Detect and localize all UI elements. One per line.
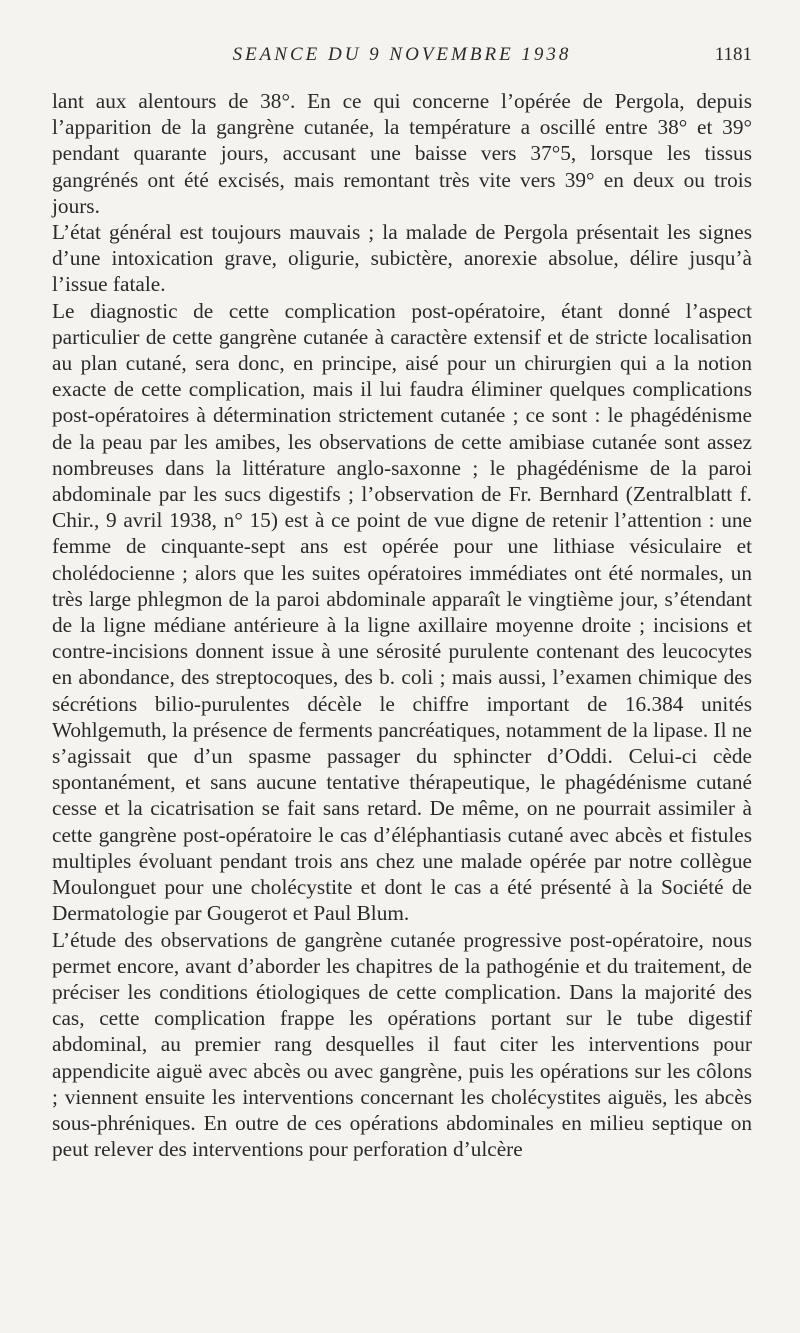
page-number: 1181	[714, 44, 752, 65]
body-text	[52, 88, 752, 1162]
paragraph-general-state: L’état général est toujours mauvais ; la malade de Pergola présentait les signes d’une intoxication grave, oligurie, subictère, anorexie absolue, délire jusqu’à l’issue fatale.	[52, 220, 752, 297]
running-title: SEANCE DU 9 NOVEMBRE 1938	[232, 44, 572, 65]
paragraph-continuation: lant aux alentours de 38°. En ce qui concerne l’opérée de Pergola, depuis l’apparition de la gangrène cutanée, la température a oscillé entre 38° et 39° pendant quarante jours, accusant une baisse vers 37°5, lorsque les tissus gangrénés ont été excisés, mais remontant très vite vers 39° en deux ou trois jours.	[52, 89, 752, 218]
paragraph-diagnosis: Le diagnostic de cette complication post-opératoire, étant donné l’aspect particulier de cette gangrène cutanée à caractère extensif et de stricte localisation au plan cutané, sera donc, en principe, aisé pour un chirurgien qui a la notion exacte de cette complication, mais il lui faudra éliminer quelques complications post-opératoires à détermination strictement cutanée ; ce sont : le phagédénisme de la peau par les amibes, les observations de cette amibiase cutanée sont assez nombreuses dans la littérature anglo-saxonne ; le phagédénisme de la paroi abdominale par les sucs digestifs ; l’observation de Fr. Bernhard (Zentralblatt f. Chir., 9 avril 1938, n° 15) est à ce point de vue digne de retenir l’attention : une femme de cinquante-sept ans est opérée pour une lithiase vésiculaire et cholédocienne ; alors que les suites opératoires immédiates ont été normales, un très large phlegmon de la paroi abdominale apparaît le vingtième jour, s’étendant de la ligne médiane antérieure à la ligne axillaire moyenne droite ; incisions et contre-incisions donnent issue à une sérosité purulente contenant des leucocytes en abondance, des streptocoques, des b. coli ; mais aussi, l’examen chimique des sécrétions bilio-purulentes décèle le chiffre important de 16.384 unités Wohlgemuth, la présence de ferments pancréatiques, notamment de la lipase. Il ne s’agissait que d’un spasme passager du sphincter d’Oddi. Celui-ci cède spontanément, et sans aucune tentative thérapeutique, le phagédénisme cutané cesse et la cicatrisation se fait sans retard. De même, on ne pourrait assimiler à cette gangrène post-opératoire le cas d’éléphantiasis cutané avec abcès et fistules multiples évoluant pendant trois ans chez une malade opérée par notre collègue Moulonguet pour une cholécystite et dont le cas a été présenté à la Société de Dermatologie par Gougerot et Paul Blum.	[52, 298, 752, 926]
paragraph-etiology: L’étude des observations de gangrène cutanée progressive post-opératoire, nous permet encore, avant d’aborder les chapitres de la pathogénie et du traitement, de préciser les conditions étiologiques de cette complication. Dans la majorité des cas, cette complication frappe les opérations portant sur le tube digestif abdominal, au premier rang desquelles il faut citer les interventions pour appendicite aiguë avec abcès ou avec gangrène, puis les opérations sur les côlons ; viennent ensuite les interventions concernant les cholécystites aiguës, les abcès sous-phréniques. En outre de ces opérations abdominales en milieu septique on peut relever des interventions pour perforation d’ulcère	[52, 927, 752, 1162]
running-head	[52, 44, 752, 74]
